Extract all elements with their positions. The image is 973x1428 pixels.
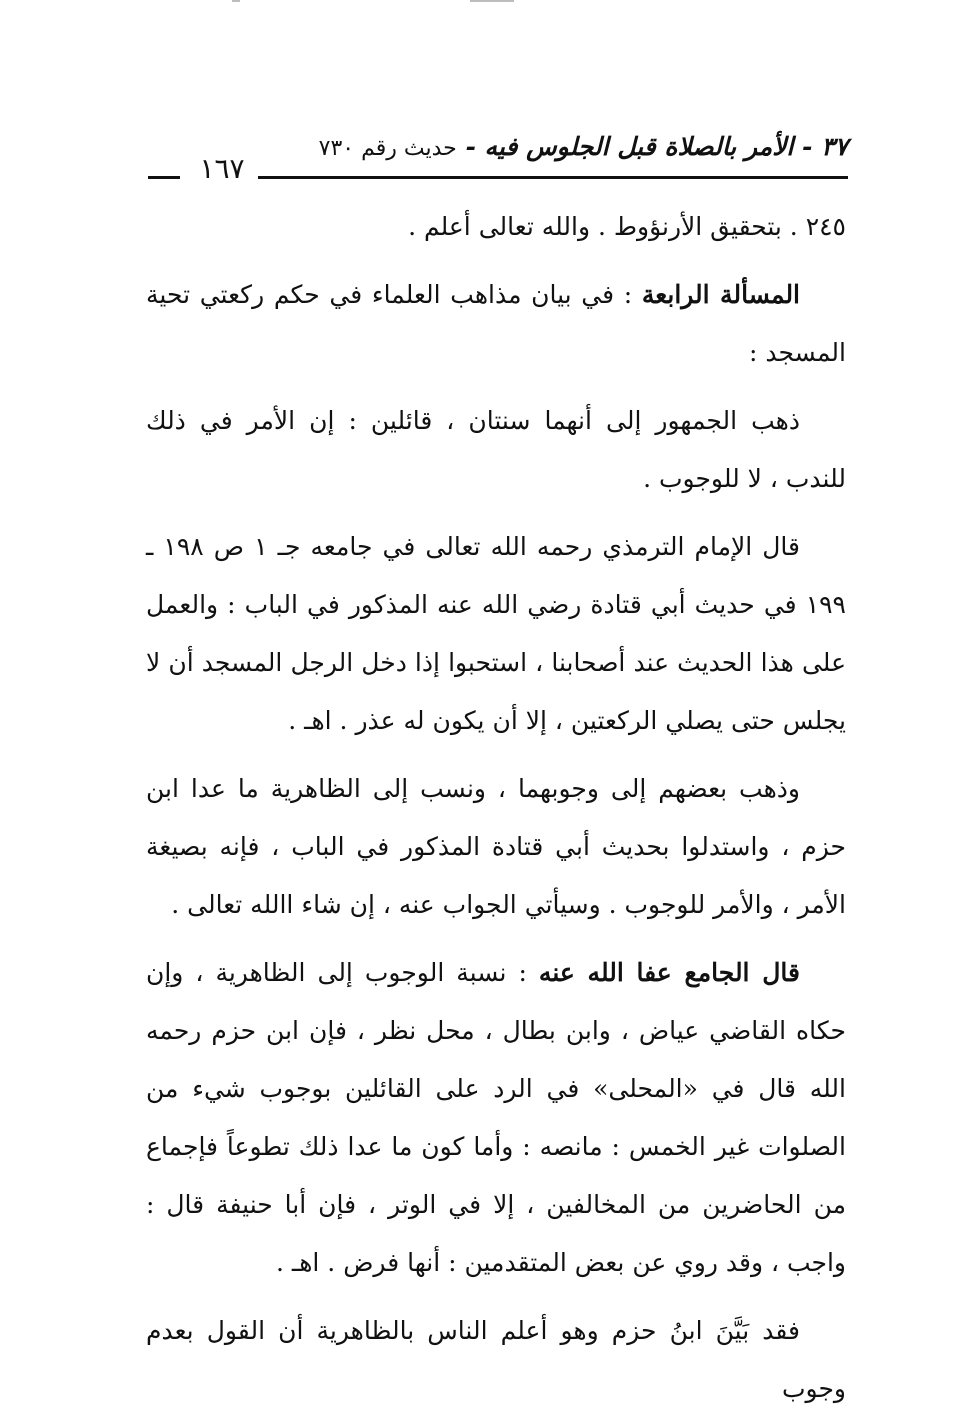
header-title-line [319, 132, 848, 161]
header-separator: - [456, 132, 485, 161]
issue-four-heading-paragraph [146, 266, 846, 382]
issue-four-heading: المسألة الرابعة [641, 280, 801, 309]
scan-mark-left [232, 0, 240, 2]
paragraph-text: فقد بَيَّنَ ابنُ حزم وهو أعلم الناس بالظاهرية أن القول بعدم وجوب [146, 1316, 846, 1403]
hadith-reference: حديث رقم ٧٣٠ [318, 136, 457, 161]
compiler-comment-paragraph [146, 944, 846, 1292]
running-header [148, 132, 848, 188]
paragraph-text: ذهب الجمهور إلى أنهما سنتان ، قائلين : إن الأمر في ذلك للندب ، لا للوجوب . [146, 406, 846, 493]
paragraph-text: وذهب بعضهم إلى وجوبهما ، ونسب إلى الظاهرية ما عدا ابن حزم ، واستدلوا بحديث أبي قتادة المذكور في الباب ، فإنه بصيغة الأمر ، والأمر للوجوب . وسيأتي الجواب عنه ، إن شاء االله تعالى . [146, 774, 846, 919]
header-rule [258, 176, 848, 179]
compiler-heading: قال الجامع عفا الله عنه [538, 958, 800, 987]
scan-mark-right [470, 0, 514, 2]
tirmidhi-quote-paragraph [146, 518, 846, 750]
page-number: ١٦٧ [199, 152, 245, 185]
majority-view-paragraph [146, 392, 846, 508]
chapter-title: ٣٧ - الأمر بالصلاة قبل الجلوس فيه [484, 132, 848, 161]
paragraph-text: قال الإمام الترمذي رحمه الله تعالى في جامعه جـ ١ ص ١٩٨ ـ ١٩٩ في حديث أبي قتادة رضي الله عنه المذكور في الباب : والعمل على هذا الحديث عند أصحابنا ، استحبوا إذا دخل الرجل المسجد أن لا يجلس حتى يصلي الركعتين ، إلا أن يكون له عذر . اهـ . [146, 532, 846, 735]
paragraph-text: : في بيان مذاهب العلماء في حكم ركعتي تحية المسجد : [146, 280, 846, 367]
obligation-view-paragraph [146, 760, 846, 934]
paragraph-text: : نسبة الوجوب إلى الظاهرية ، وإن حكاه القاضي عياض ، وابن بطال ، محل نظر ، فإن ابن حزم رحمه الله قال في «المحلى» في الرد على القائلين بوجوب شيء من الصلوات غير الخمس : مانصه : وأما كون ما عدا ذلك تطوعاً فإجماع من الحاضرين من المخالفين ، إلا في الوتر ، فإن أبا حنيفة قال : واجب ، وقد روي عن بعض المتقدمين : أنها فرض . اهـ . [146, 958, 846, 1277]
page-number-dash [148, 176, 180, 179]
footnote-continuation [146, 198, 846, 256]
paragraph-text: ٢٤٥ . بتحقيق الأرنؤوط . والله تعالى أعلم . [408, 212, 846, 241]
page-body [146, 198, 846, 1428]
ibn-hazm-paragraph [146, 1302, 846, 1418]
